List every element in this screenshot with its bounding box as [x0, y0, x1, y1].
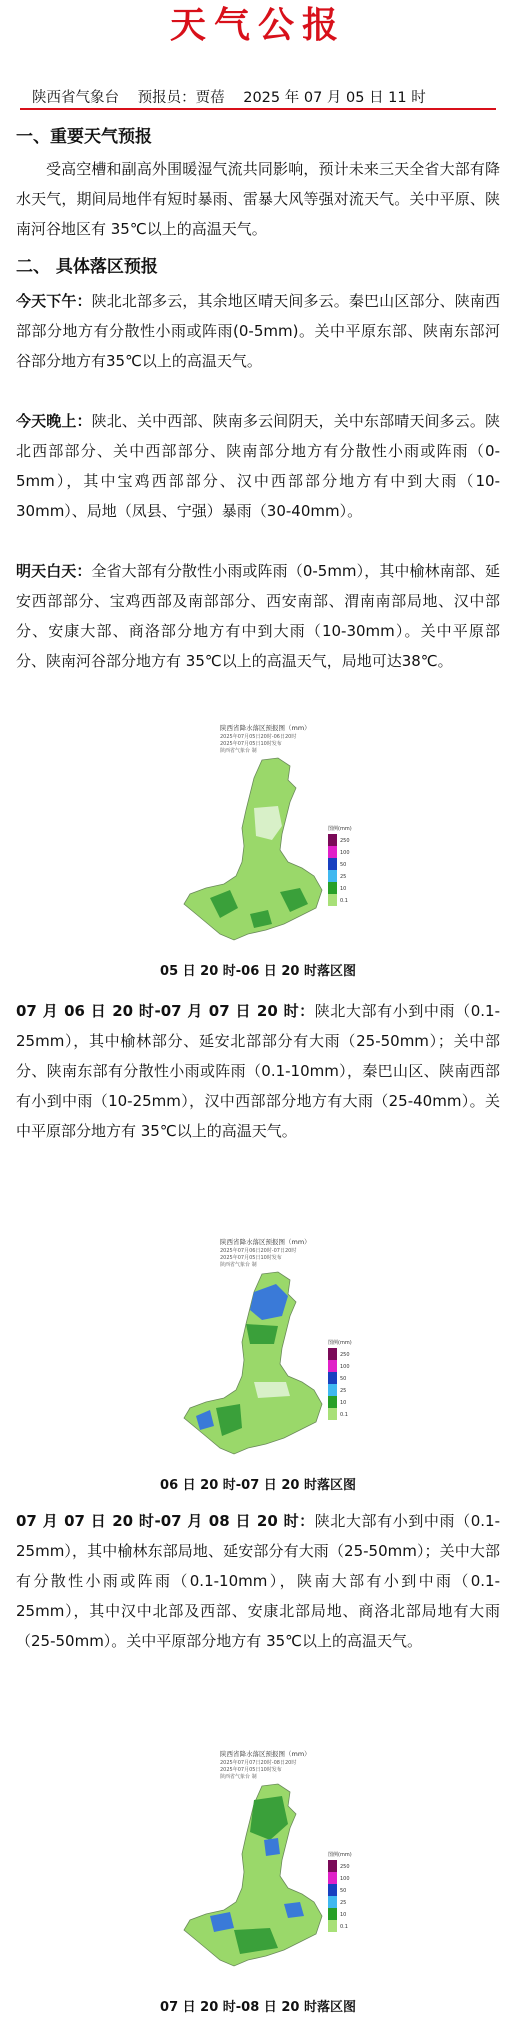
page-title: 天气公报: [169, 5, 346, 46]
legend-level: 10: [340, 886, 347, 892]
legend-swatch: [328, 870, 337, 882]
legend-swatch: [328, 1920, 337, 1932]
tomorrow-forecast: [16, 556, 500, 676]
legend-level: 50: [340, 862, 347, 868]
forecaster-name: 预报员：贾蓓: [137, 90, 225, 106]
dry-area: [254, 1382, 290, 1398]
map-header-line: 2025年07月07日20时-08日20时: [220, 1760, 297, 1766]
agency-name: 陕西省气象台: [32, 90, 119, 106]
title-divider: [20, 108, 496, 110]
section-heading-areas: 二、 具体落区预报: [16, 257, 158, 277]
tonight-text: 陕北、关中西部、陕南多云间阴天，关中东部晴天间多云。陕北西部部分、关中西部部分、陕南部分地方有分散性小雨或阵雨（0-5mm），其中宝鸡西部部分、汉中西部部分地方有中到大雨（10-30mm）、局地（凤县、宁强）暴雨（30-40mm）。: [16, 412, 500, 520]
legend-swatch: [328, 846, 337, 858]
afternoon-text: 陕北北部多云，其余地区晴天间多云。秦巴山区部分、陕南西部部分地方有分散性小雨或阵雨(0-5mm)。关中平原东部、陕南东部河谷部分地方有35℃以上的高温天气。: [16, 292, 500, 370]
period2-label: 07 月 06 日 20 时-07 月 07 日 20 时：: [16, 1002, 315, 1020]
legend-swatch: [328, 1872, 337, 1884]
legend-swatch: [328, 1908, 337, 1920]
heavy-rain-area: [264, 1838, 280, 1856]
legend-title: 图例(mm): [328, 1340, 352, 1346]
period3-text: 陕北大部有小到中雨（0.1-25mm），其中榆林东部局地、延安部分有大雨（25-50mm）；关中大部有分散性小雨或阵雨（0.1-10mm），陕南大部有小到中雨（0.1-25mm），其中汉中北部及西部、安康北部局地、商洛北部局地有大雨（25-50mm）。关中平原部分地方有 35℃以上的高温天气。: [16, 1512, 500, 1650]
legend-swatch: [328, 1360, 337, 1372]
legend-swatch: [328, 1896, 337, 1908]
tomorrow-label: 明天白天：: [16, 562, 92, 580]
legend-swatch: [328, 834, 337, 846]
rain-map-2: [150, 1232, 370, 1472]
map-header-line: 陕西省气象台 制: [220, 1774, 257, 1780]
tonight-forecast: [16, 406, 500, 526]
map-header-line: 2025年07月05日10时发布: [220, 1767, 282, 1773]
map-header-line: 陕西省降水落区预报图（mm）: [220, 1238, 311, 1246]
map-legend: [328, 825, 352, 906]
legend-swatch: [328, 1860, 337, 1872]
legend-swatch: [328, 858, 337, 870]
legend-level: 25: [340, 1900, 347, 1906]
legend-swatch: [328, 1884, 337, 1896]
map-header-line: 陕西省气象台 制: [220, 1262, 257, 1268]
period3-forecast: [16, 1506, 500, 1656]
legend-level: 25: [340, 1388, 347, 1394]
legend-swatch: [328, 894, 337, 906]
rain-map-1: [150, 718, 370, 958]
legend-swatch: [328, 1408, 337, 1420]
legend-level: 0.1: [340, 1924, 348, 1930]
rain-map-3: [150, 1744, 370, 1984]
legend-level: 100: [340, 850, 350, 856]
legend-swatch: [328, 1396, 337, 1408]
map-legend: [328, 1851, 352, 1932]
tonight-label: 今天晚上：: [16, 412, 92, 430]
legend-level: 100: [340, 1876, 350, 1882]
period2-text: 陕北大部有小到中雨（0.1-25mm），其中榆林部分、延安北部部分有大雨（25-50mm）；关中部分、陕南东部有分散性小雨或阵雨（0.1-10mm），秦巴山区、陕南西部有小到中雨（10-25mm），汉中西部部分地方有大雨（25-40mm）。关中平原部分地方有 35℃以上的高温天气。: [16, 1002, 500, 1140]
map-header-line: 陕西省降水落区预报图（mm）: [220, 724, 311, 732]
legend-swatch: [328, 1372, 337, 1384]
map-caption-1: 05 日 20 时-06 日 20 时落区图: [160, 964, 356, 979]
legend-level: 50: [340, 1888, 347, 1894]
bulletin-meta: [32, 88, 440, 108]
map-caption-2: 06 日 20 时-07 日 20 时落区图: [160, 1478, 356, 1493]
legend-level: 25: [340, 874, 347, 880]
issue-datetime: 2025 年 07 月 05 日 11 时: [243, 90, 426, 106]
map-header-line: 2025年07月06日20时-07日20时: [220, 1248, 297, 1254]
legend-level: 100: [340, 1364, 350, 1370]
legend-swatch: [328, 1348, 337, 1360]
map-header-line: 陕西省气象台 制: [220, 748, 257, 754]
map-figure: [150, 1232, 370, 1472]
legend-level: 0.1: [340, 1412, 348, 1418]
map-legend: [328, 1339, 352, 1420]
rain-area: [246, 1324, 278, 1344]
map-header-line: 2025年07月05日20时-06日20时: [220, 734, 297, 740]
map-figure: [150, 718, 370, 958]
map-figure: [150, 1744, 370, 1984]
legend-level: 0.1: [340, 898, 348, 904]
tomorrow-text: 全省大部有分散性小雨或阵雨（0-5mm），其中榆林南部、延安西部部分、宝鸡西部及南部部分、西安南部、渭南南部局地、汉中部分、安康大部、商洛部分地方有中到大雨（10-30mm）。关中平原部分、陕南河谷部分地方有 35℃以上的高温天气，局地可达38℃。: [16, 562, 500, 670]
shaanxi-outline: [184, 758, 322, 940]
legend-level: 10: [340, 1400, 347, 1406]
afternoon-forecast: [16, 286, 500, 376]
afternoon-label: 今天下午：: [16, 292, 92, 310]
period3-label: 07 月 07 日 20 时-07 月 08 日 20 时：: [16, 1512, 315, 1530]
legend-title: 图例(mm): [328, 826, 352, 832]
important-forecast-text: 受高空槽和副高外围暖湿气流共同影响，预计未来三天全省大部有降水天气，期间局地伴有短时暴雨、雷暴大风等强对流天气。关中平原、陕南河谷地区有 35℃以上的高温天气。: [16, 160, 500, 238]
map-caption-3: 07 日 20 时-08 日 20 时落区图: [160, 2000, 356, 2015]
legend-level: 10: [340, 1912, 347, 1918]
legend-title: 图例(mm): [328, 1852, 352, 1858]
period2-forecast: [16, 996, 500, 1146]
map-header-line: 2025年07月05日10时发布: [220, 1255, 282, 1261]
legend-level: 50: [340, 1376, 347, 1382]
legend-swatch: [328, 882, 337, 894]
map-header-line: 2025年07月05日10时发布: [220, 741, 282, 747]
legend-swatch: [328, 1384, 337, 1396]
map-header-line: 陕西省降水落区预报图（mm）: [220, 1750, 311, 1758]
section-heading-important: 一、重要天气预报: [16, 127, 152, 147]
legend-level: 250: [340, 838, 350, 844]
legend-level: 250: [340, 1352, 350, 1358]
legend-level: 250: [340, 1864, 350, 1870]
